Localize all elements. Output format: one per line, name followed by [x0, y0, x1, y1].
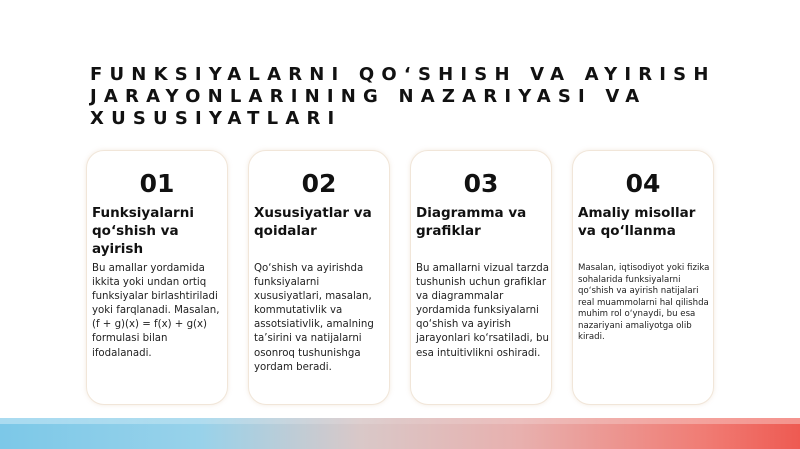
card-number: 01: [139, 169, 175, 198]
card-body: Qo‘shish va ayirishda funksiyalarni xususiyatlari, masalan, kommutativlik va assotsiativlik, amalning ta’sirini va natijalarni osonroq tushunishga yordam beradi.: [254, 263, 374, 373]
card-body: Bu amallarni vizual tarzda tushunish uchun grafiklar va diagrammalar yordamida funksiyalarni qo‘shish va ayirish jarayonlari ko‘rsatiladi, bu esa intuitivlikni oshiradi.: [416, 263, 549, 359]
card-3: [410, 150, 552, 405]
card-number: 03: [463, 169, 499, 198]
page-title: FUNKSIYALARNI QO‘SHISH VA AYIRISH JARAYONLARINING NAZARIYASI VA XUSUSIYATLARI: [90, 64, 716, 129]
decorative-gradient-strip: [0, 418, 800, 449]
card-heading: Diagramma va grafiklar: [416, 205, 527, 239]
card-body: Masalan, iqtisodiyot yoki fizika sohalarida funksiyalarni qo‘shish va ayirish natijalari real muammolarni hal qilishda muhim rol o‘ynaydi, bu esa nazariyani amaliyotga olib kiradi.: [578, 263, 710, 342]
card-4: [572, 150, 714, 405]
card-number: 04: [625, 169, 661, 198]
card-number: 02: [301, 169, 337, 198]
card-heading: Xususiyatlar va qoidalar: [254, 205, 372, 239]
card-body: Bu amallar yordamida ikkita yoki undan ortiq funksiyalar birlashtiriladi yoki farqlanadi. Masalan, (f + g)(x) = f(x) + g(x) formulasi bilan ifodalanadi.: [92, 263, 220, 359]
card-heading: Amaliy misollar va qo‘llanma: [578, 205, 696, 239]
card-2: [248, 150, 390, 405]
card-1: [86, 150, 228, 405]
card-heading: Funksiyalarni qo‘shish va ayirish: [92, 205, 194, 257]
